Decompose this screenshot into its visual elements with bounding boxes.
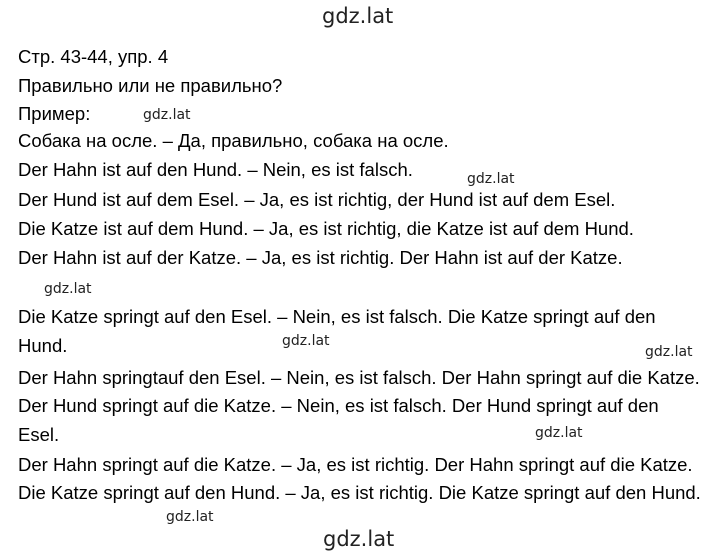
watermark: gdz.lat bbox=[535, 425, 583, 441]
example-label: Пример: bbox=[18, 103, 91, 124]
watermark-top: gdz.lat bbox=[322, 4, 394, 28]
example-sentence: Собака на осле. – Да, правильно, собака на осле. bbox=[18, 130, 449, 151]
watermark-bottom: gdz.lat bbox=[323, 527, 395, 551]
answer-line: Die Katze springt auf den Esel. – Nein, es ist falsch. Die Katze springt auf den bbox=[18, 306, 656, 327]
watermark: gdz.lat bbox=[166, 509, 214, 525]
watermark: gdz.lat bbox=[645, 344, 693, 360]
watermark: gdz.lat bbox=[282, 333, 330, 349]
watermark: gdz.lat bbox=[143, 107, 191, 123]
answer-line: Der Hahn springtauf den Esel. – Nein, es ist falsch. Der Hahn springt auf die Katze. bbox=[18, 367, 700, 388]
answer-line: Der Hahn ist auf der Katze. – Ja, es ist richtig. Der Hahn ist auf der Katze. bbox=[18, 247, 623, 268]
answer-line: Die Katze ist auf dem Hund. – Ja, es ist richtig, die Katze ist auf dem Hund. bbox=[18, 218, 634, 239]
watermark: gdz.lat bbox=[44, 281, 92, 297]
watermark: gdz.lat bbox=[467, 171, 515, 187]
task-question: Правильно или не правильно? bbox=[18, 75, 283, 96]
answer-line: Der Hund ist auf dem Esel. – Ja, es ist richtig, der Hund ist auf dem Esel. bbox=[18, 189, 616, 210]
answer-line: Die Katze springt auf den Hund. – Ja, es ist richtig. Die Katze springt auf den Hund. bbox=[18, 482, 701, 503]
answer-line: Der Hahn ist auf den Hund. – Nein, es ist falsch. bbox=[18, 159, 413, 180]
answer-line-continuation: Hund. bbox=[18, 335, 68, 356]
answer-line-continuation: Esel. bbox=[18, 424, 60, 445]
answer-line: Der Hahn springt auf die Katze. – Ja, es ist richtig. Der Hahn springt auf die Katze. bbox=[18, 454, 693, 475]
exercise-reference: Стр. 43-44, упр. 4 bbox=[18, 46, 169, 67]
answer-line: Der Hund springt auf die Katze. – Nein, es ist falsch. Der Hund springt auf den bbox=[18, 395, 659, 416]
